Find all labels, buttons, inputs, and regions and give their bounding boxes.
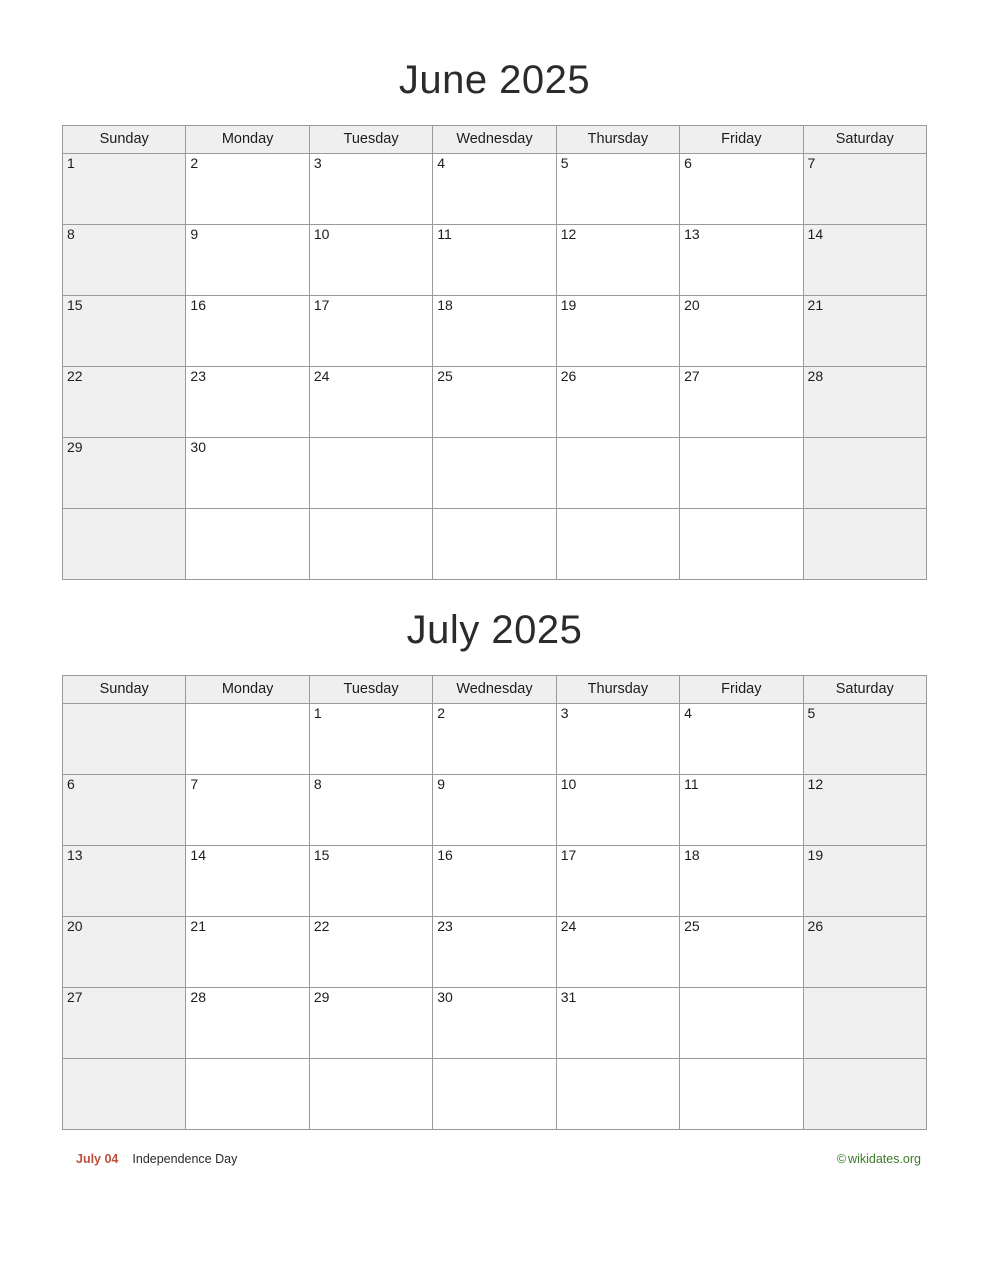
day-cell[interactable] xyxy=(803,225,926,296)
day-cell[interactable] xyxy=(680,1059,803,1130)
day-cell[interactable] xyxy=(186,775,309,846)
day-number: 21 xyxy=(807,297,824,313)
day-cell[interactable] xyxy=(680,917,803,988)
day-number: 12 xyxy=(560,226,577,242)
table-row xyxy=(63,1059,927,1130)
weekday-header-monday: Monday xyxy=(186,126,309,154)
holiday-date: July 04 xyxy=(76,1152,119,1166)
day-cell[interactable] xyxy=(433,509,556,580)
day-number: 14 xyxy=(807,226,824,242)
day-cell[interactable] xyxy=(186,367,309,438)
table-row xyxy=(63,917,927,988)
weekday-header-friday: Friday xyxy=(680,126,803,154)
day-number: 27 xyxy=(67,989,83,1005)
copyright-icon: © xyxy=(836,1152,847,1166)
day-cell[interactable] xyxy=(803,917,926,988)
page-footer xyxy=(62,1152,927,1166)
day-number: 29 xyxy=(67,439,83,455)
day-cell[interactable] xyxy=(803,775,926,846)
day-cell[interactable] xyxy=(186,509,309,580)
day-cell[interactable] xyxy=(309,704,432,775)
weekday-header-row xyxy=(63,676,927,704)
day-number: 17 xyxy=(560,847,577,863)
day-number: 12 xyxy=(807,776,824,792)
day-cell[interactable] xyxy=(803,438,926,509)
day-number: 15 xyxy=(67,297,83,313)
day-number: 22 xyxy=(313,918,330,934)
day-number: 8 xyxy=(67,226,75,242)
day-cell[interactable] xyxy=(63,509,186,580)
day-cell[interactable] xyxy=(63,988,186,1059)
weekday-header-monday: Monday xyxy=(186,676,309,704)
table-row xyxy=(63,988,927,1059)
day-number: 21 xyxy=(190,918,206,934)
day-number: 18 xyxy=(437,297,453,313)
day-cell[interactable] xyxy=(680,438,803,509)
day-cell[interactable] xyxy=(186,988,309,1059)
day-cell[interactable] xyxy=(680,296,803,367)
day-number: 5 xyxy=(560,155,569,171)
page-title-july: July 2025 xyxy=(406,608,583,652)
table-row xyxy=(63,225,927,296)
day-number: 24 xyxy=(313,368,330,384)
day-cell[interactable] xyxy=(556,367,679,438)
day-number: 9 xyxy=(190,226,199,242)
day-cell[interactable] xyxy=(186,1059,309,1130)
day-cell[interactable] xyxy=(556,775,679,846)
day-number: 10 xyxy=(313,226,330,242)
day-number: 28 xyxy=(190,989,206,1005)
day-cell[interactable] xyxy=(803,988,926,1059)
day-cell[interactable] xyxy=(680,988,803,1059)
day-number: 23 xyxy=(190,368,206,384)
holiday-name: Independence Day xyxy=(132,1152,238,1166)
day-number: 5 xyxy=(807,705,816,721)
day-cell[interactable] xyxy=(433,988,556,1059)
day-cell[interactable] xyxy=(309,438,432,509)
day-cell[interactable] xyxy=(63,154,186,225)
day-cell[interactable] xyxy=(63,225,186,296)
table-row xyxy=(63,438,927,509)
day-cell[interactable] xyxy=(63,846,186,917)
day-number: 9 xyxy=(437,776,446,792)
day-cell[interactable] xyxy=(680,225,803,296)
day-cell[interactable] xyxy=(433,225,556,296)
day-number: 11 xyxy=(684,776,699,792)
day-cell[interactable] xyxy=(556,846,679,917)
weekday-header-thursday: Thursday xyxy=(556,676,679,704)
day-cell[interactable] xyxy=(63,367,186,438)
weekday-header-sunday: Sunday xyxy=(63,676,186,704)
day-cell[interactable] xyxy=(433,917,556,988)
day-cell[interactable] xyxy=(309,509,432,580)
day-number: 2 xyxy=(190,155,199,171)
day-cell[interactable] xyxy=(433,846,556,917)
table-row xyxy=(63,154,927,225)
weekday-header-thursday: Thursday xyxy=(556,126,679,154)
day-cell[interactable] xyxy=(433,296,556,367)
day-cell[interactable] xyxy=(803,296,926,367)
table-row xyxy=(63,775,927,846)
day-number: 11 xyxy=(437,226,452,242)
day-cell[interactable] xyxy=(186,846,309,917)
day-cell[interactable] xyxy=(556,1059,679,1130)
day-number: 6 xyxy=(67,776,75,792)
day-number: 17 xyxy=(313,297,330,313)
day-number: 13 xyxy=(67,847,83,863)
day-cell[interactable] xyxy=(186,296,309,367)
day-number: 28 xyxy=(807,368,824,384)
table-row xyxy=(63,296,927,367)
day-cell[interactable] xyxy=(680,154,803,225)
day-cell[interactable] xyxy=(433,1059,556,1130)
day-cell[interactable] xyxy=(186,704,309,775)
table-row xyxy=(63,846,927,917)
brand-name[interactable]: wikidates.org xyxy=(848,1152,921,1166)
day-number: 26 xyxy=(560,368,577,384)
weekday-header-tuesday: Tuesday xyxy=(309,126,432,154)
day-cell[interactable] xyxy=(803,846,926,917)
day-cell[interactable] xyxy=(803,509,926,580)
day-cell[interactable] xyxy=(556,917,679,988)
weekday-header-saturday: Saturday xyxy=(803,126,926,154)
day-cell[interactable] xyxy=(309,917,432,988)
day-number: 10 xyxy=(560,776,577,792)
brand-credit[interactable] xyxy=(837,1152,921,1166)
day-cell[interactable] xyxy=(186,154,309,225)
day-cell[interactable] xyxy=(680,704,803,775)
weekday-header-wednesday: Wednesday xyxy=(433,126,556,154)
day-cell[interactable] xyxy=(186,225,309,296)
day-number: 19 xyxy=(560,297,577,313)
day-cell[interactable] xyxy=(556,438,679,509)
day-cell[interactable] xyxy=(680,509,803,580)
page-title-june: June 2025 xyxy=(398,58,591,102)
day-cell[interactable] xyxy=(556,154,679,225)
day-cell[interactable] xyxy=(63,1059,186,1130)
day-cell[interactable] xyxy=(63,917,186,988)
day-number: 26 xyxy=(807,918,824,934)
day-cell[interactable] xyxy=(803,154,926,225)
day-cell[interactable] xyxy=(556,988,679,1059)
day-number: 2 xyxy=(437,705,446,721)
day-cell[interactable] xyxy=(803,1059,926,1130)
day-number: 20 xyxy=(684,297,700,313)
table-row xyxy=(63,509,927,580)
day-number: 30 xyxy=(437,989,453,1005)
day-cell[interactable] xyxy=(309,154,432,225)
day-cell[interactable] xyxy=(803,704,926,775)
day-cell[interactable] xyxy=(63,438,186,509)
day-cell[interactable] xyxy=(556,509,679,580)
day-number: 27 xyxy=(684,368,700,384)
day-number: 3 xyxy=(560,705,569,721)
day-number: 19 xyxy=(807,847,824,863)
day-number: 7 xyxy=(807,155,816,171)
day-number: 23 xyxy=(437,918,453,934)
day-cell[interactable] xyxy=(433,438,556,509)
month-block-july xyxy=(62,580,927,1130)
day-number: 15 xyxy=(313,847,330,863)
day-number: 18 xyxy=(684,847,700,863)
day-cell[interactable] xyxy=(433,704,556,775)
day-cell[interactable] xyxy=(309,775,432,846)
day-cell[interactable] xyxy=(309,988,432,1059)
day-number: 30 xyxy=(190,439,206,455)
day-cell[interactable] xyxy=(803,367,926,438)
day-cell[interactable] xyxy=(433,154,556,225)
day-cell[interactable] xyxy=(556,704,679,775)
day-number: 4 xyxy=(684,705,692,721)
day-number: 29 xyxy=(313,989,330,1005)
day-cell[interactable] xyxy=(433,775,556,846)
holiday-note xyxy=(76,1152,237,1166)
day-cell[interactable] xyxy=(309,1059,432,1130)
calendar-table-july xyxy=(62,675,927,1130)
day-number: 14 xyxy=(190,847,206,863)
day-cell[interactable] xyxy=(680,367,803,438)
day-number: 13 xyxy=(684,226,700,242)
day-number: 6 xyxy=(684,155,692,171)
day-cell[interactable] xyxy=(680,775,803,846)
weekday-header-row xyxy=(63,126,927,154)
day-cell[interactable] xyxy=(309,846,432,917)
day-cell[interactable] xyxy=(556,225,679,296)
day-number: 4 xyxy=(437,155,446,171)
table-row xyxy=(63,704,927,775)
day-number: 8 xyxy=(313,776,322,792)
day-cell[interactable] xyxy=(556,296,679,367)
day-number: 7 xyxy=(190,776,199,792)
day-number: 16 xyxy=(190,297,206,313)
day-cell[interactable] xyxy=(186,438,309,509)
calendar-table-june xyxy=(62,125,927,580)
weekday-header-friday: Friday xyxy=(680,676,803,704)
day-number: 31 xyxy=(560,989,577,1005)
day-cell[interactable] xyxy=(309,296,432,367)
day-cell[interactable] xyxy=(63,296,186,367)
day-number: 22 xyxy=(67,368,83,384)
table-row xyxy=(63,367,927,438)
weekday-header-tuesday: Tuesday xyxy=(309,676,432,704)
day-number: 20 xyxy=(67,918,83,934)
day-number: 1 xyxy=(313,705,322,721)
day-number: 16 xyxy=(437,847,453,863)
weekday-header-wednesday: Wednesday xyxy=(433,676,556,704)
day-number: 25 xyxy=(684,918,700,934)
weekday-header-saturday: Saturday xyxy=(803,676,926,704)
day-number: 25 xyxy=(437,368,453,384)
day-cell[interactable] xyxy=(680,846,803,917)
day-cell[interactable] xyxy=(63,704,186,775)
day-number: 1 xyxy=(67,155,75,171)
month-block-june xyxy=(62,0,927,580)
day-number: 24 xyxy=(560,918,577,934)
day-cell[interactable] xyxy=(309,367,432,438)
day-cell[interactable] xyxy=(186,917,309,988)
weekday-header-sunday: Sunday xyxy=(63,126,186,154)
day-cell[interactable] xyxy=(433,367,556,438)
day-cell[interactable] xyxy=(309,225,432,296)
day-cell[interactable] xyxy=(63,775,186,846)
day-number: 3 xyxy=(313,155,322,171)
